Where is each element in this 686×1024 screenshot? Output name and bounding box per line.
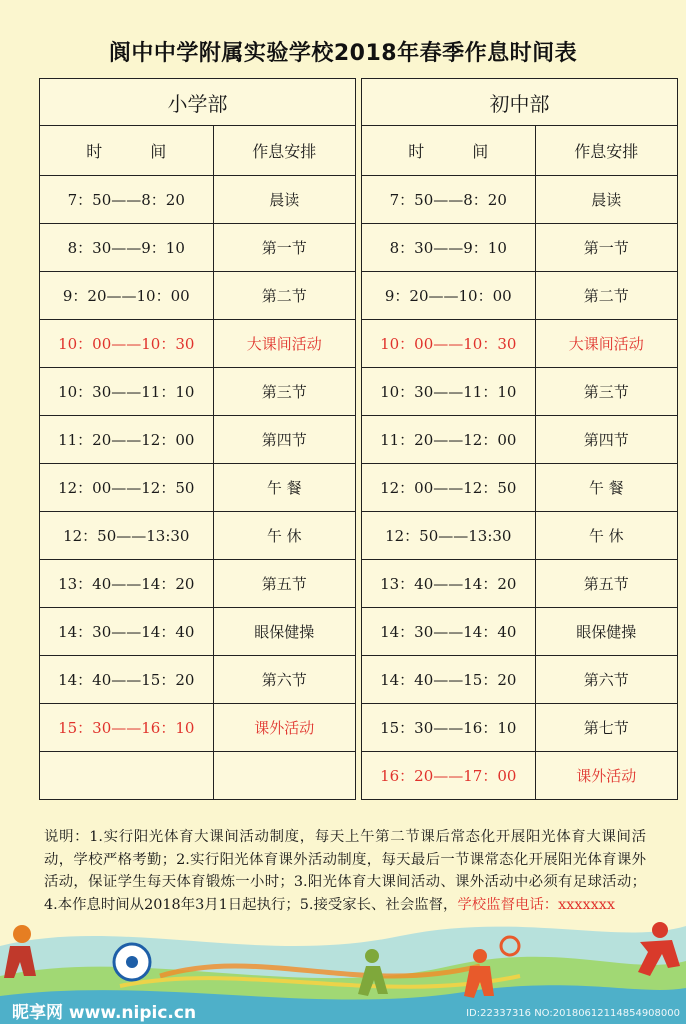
activity-cell: 晨读 xyxy=(213,176,355,224)
time-cell: 7：50——8：20 xyxy=(362,176,536,224)
schedule-row xyxy=(40,272,356,320)
schedule-row xyxy=(40,608,356,656)
activity-cell: 第一节 xyxy=(535,224,677,272)
time-cell: 7：50——8：20 xyxy=(40,176,214,224)
sports-decoration-banner xyxy=(0,906,686,1024)
activity-cell: 第五节 xyxy=(213,560,355,608)
column-header-activity: 作息安排 xyxy=(213,126,355,176)
dept-header-primary: 小学部 xyxy=(40,79,356,126)
notes-text: 说明：1.实行阳光体育大课间活动制度，每天上午第二节课后常态化开展阳光体育大课间活动，学校严格考勤；2.实行阳光体育课外活动制度，每天最后一节课常态化开展阳光体育课外活动，保证学生每天体育锻炼一小时；3.阳光体育大课间活动、课外活动中必须有足球活动；4.本作息时间从2018年3月1日起执行；5.接受家长、社会监督， xyxy=(44,829,646,913)
time-cell: 8：30——9：10 xyxy=(40,224,214,272)
watermark-logo-text: 昵享网 www.nipic.cn xyxy=(12,1003,197,1023)
dept-header-middle: 初中部 xyxy=(362,79,678,126)
schedule-row xyxy=(362,272,678,320)
primary-school-table xyxy=(39,78,356,800)
time-cell: 11：20——12：00 xyxy=(362,416,536,464)
soccer-ball-icon xyxy=(114,944,150,980)
time-cell: 9：20——10：00 xyxy=(362,272,536,320)
schedule-rows-middle xyxy=(362,176,678,800)
middle-school-table xyxy=(361,78,678,800)
schedule-row xyxy=(362,416,678,464)
time-cell: 8：30——9：10 xyxy=(362,224,536,272)
schedule-row xyxy=(362,320,678,368)
activity-cell: 第四节 xyxy=(535,416,677,464)
time-cell: 12：50——13:30 xyxy=(362,512,536,560)
time-cell: 13：40——14：20 xyxy=(40,560,214,608)
time-cell: 14：40——15：20 xyxy=(362,656,536,704)
column-header-activity: 作息安排 xyxy=(535,126,677,176)
time-cell: 10：00——10：30 xyxy=(40,320,214,368)
schedule-row xyxy=(362,608,678,656)
column-header-time: 时 间 xyxy=(40,126,214,176)
activity-cell: 第二节 xyxy=(213,272,355,320)
schedule-row xyxy=(40,320,356,368)
schedule-row xyxy=(40,512,356,560)
activity-cell: 第五节 xyxy=(535,560,677,608)
time-cell: 10：30——11：10 xyxy=(40,368,214,416)
activity-cell: 午 休 xyxy=(213,512,355,560)
time-cell: 14：30——14：40 xyxy=(40,608,214,656)
watermark-id: ID:22337316 NO:20180612114854908000 xyxy=(466,1008,680,1019)
notes-paragraph xyxy=(44,826,646,916)
time-cell: 14：30——14：40 xyxy=(362,608,536,656)
time-cell: 12：00——12：50 xyxy=(362,464,536,512)
time-cell: 12：50——13:30 xyxy=(40,512,214,560)
activity-cell: 午 餐 xyxy=(535,464,677,512)
schedule-row xyxy=(40,560,356,608)
time-cell: 15：30——16：10 xyxy=(40,704,214,752)
activity-cell: 眼保健操 xyxy=(213,608,355,656)
schedule-row xyxy=(40,656,356,704)
time-cell: 12：00——12：50 xyxy=(40,464,214,512)
activity-cell: 第六节 xyxy=(213,656,355,704)
schedule-row xyxy=(40,416,356,464)
schedule-row xyxy=(362,368,678,416)
schedule-row xyxy=(40,224,356,272)
schedule-row xyxy=(362,224,678,272)
time-cell: 14：40——15：20 xyxy=(40,656,214,704)
time-cell: 10：30——11：10 xyxy=(362,368,536,416)
activity-cell: 第三节 xyxy=(535,368,677,416)
activity-cell: 大课间活动 xyxy=(535,320,677,368)
schedule-row xyxy=(362,464,678,512)
schedule-row xyxy=(362,656,678,704)
time-cell xyxy=(40,752,214,800)
time-cell: 13：40——14：20 xyxy=(362,560,536,608)
activity-cell: 午 餐 xyxy=(213,464,355,512)
activity-cell: 第四节 xyxy=(213,416,355,464)
schedule-row xyxy=(362,752,678,800)
activity-cell: 课外活动 xyxy=(213,704,355,752)
schedule-row xyxy=(40,752,356,800)
time-cell: 16：20——17：00 xyxy=(362,752,536,800)
activity-cell: 第六节 xyxy=(535,656,677,704)
activity-cell: 晨读 xyxy=(535,176,677,224)
activity-cell: 午 休 xyxy=(535,512,677,560)
schedule-row xyxy=(362,704,678,752)
watermark-logo xyxy=(12,1002,196,1023)
supervision-hotline: 学校监督电话：xxxxxxx xyxy=(457,896,615,913)
time-cell: 10：00——10：30 xyxy=(362,320,536,368)
activity-cell xyxy=(213,752,355,800)
time-cell: 9：20——10：00 xyxy=(40,272,214,320)
schedule-row xyxy=(362,176,678,224)
schedule-row xyxy=(40,368,356,416)
schedule-row xyxy=(40,464,356,512)
column-header-time: 时 间 xyxy=(362,126,536,176)
activity-cell: 大课间活动 xyxy=(213,320,355,368)
schedule-rows-primary xyxy=(40,176,356,800)
activity-cell: 第七节 xyxy=(535,704,677,752)
schedule-row xyxy=(40,704,356,752)
activity-cell: 课外活动 xyxy=(535,752,677,800)
schedule-row xyxy=(362,512,678,560)
page-title: 阆中中学附属实验学校2018年春季作息时间表 xyxy=(108,41,578,66)
time-cell: 15：30——16：10 xyxy=(362,704,536,752)
activity-cell: 眼保健操 xyxy=(535,608,677,656)
activity-cell: 第三节 xyxy=(213,368,355,416)
schedule-row xyxy=(362,560,678,608)
activity-cell: 第一节 xyxy=(213,224,355,272)
schedule-row xyxy=(40,176,356,224)
activity-cell: 第二节 xyxy=(535,272,677,320)
time-cell: 11：20——12：00 xyxy=(40,416,214,464)
